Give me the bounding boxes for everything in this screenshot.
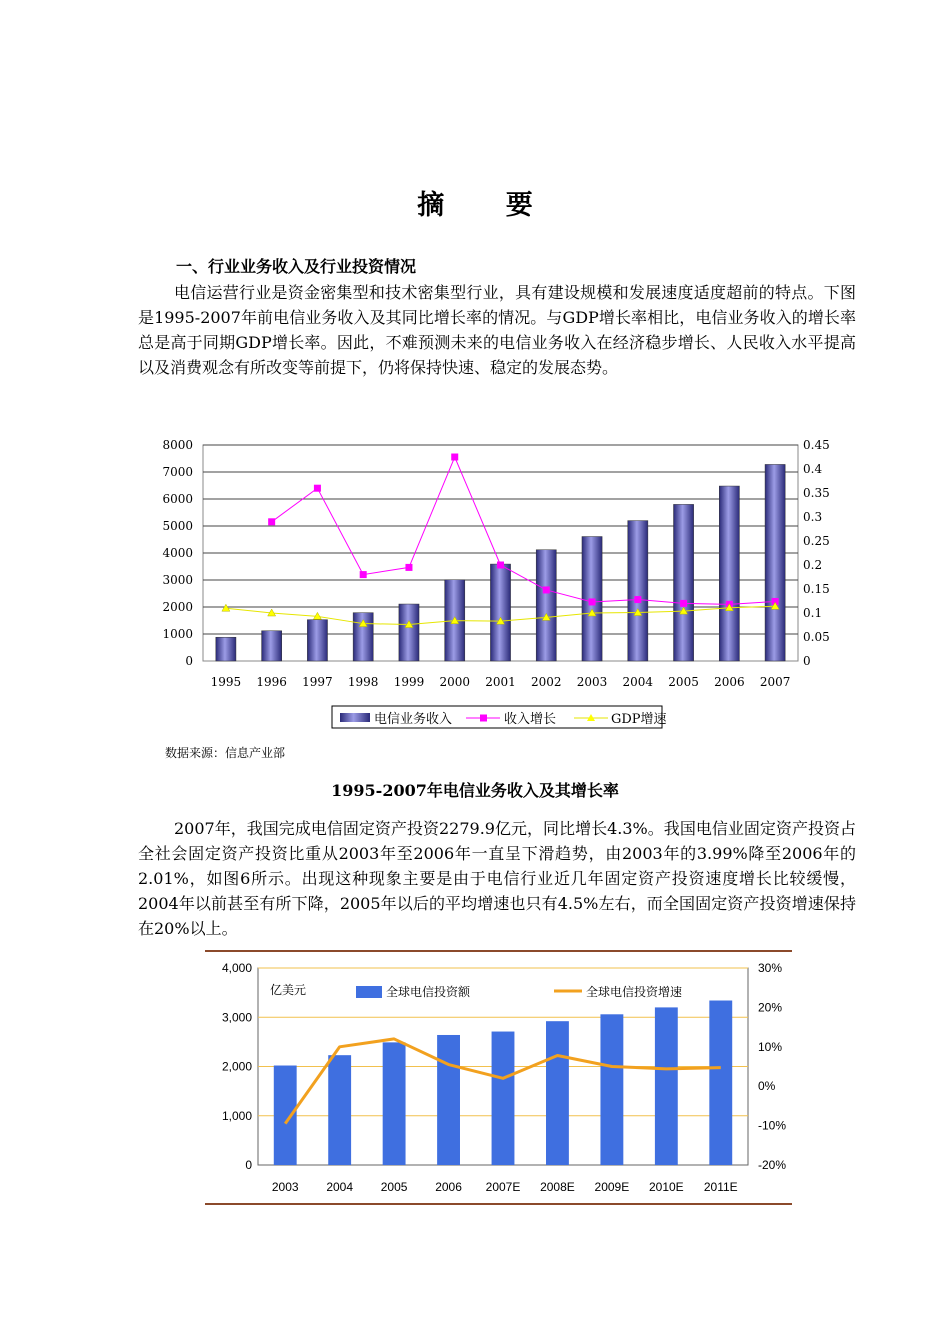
bar-revenue (490, 564, 510, 661)
bar-revenue (216, 637, 236, 661)
bar-revenue (674, 504, 694, 661)
x-tick-label: 2006 (435, 1180, 462, 1194)
y-left-tick-label: 3,000 (221, 1010, 252, 1025)
point-revenue-growth (405, 564, 412, 571)
y-right-tick-label: -10% (758, 1118, 787, 1133)
x-tick-label: 2011E (703, 1180, 738, 1194)
y-left-tick-label: 4,000 (221, 961, 252, 975)
y-right-tick-label: 0.2 (803, 558, 823, 572)
bar-investment (709, 1001, 732, 1165)
bar-investment (328, 1055, 351, 1165)
y-left-tick-label: 0 (245, 1158, 252, 1172)
bar-revenue (536, 550, 556, 661)
y-right-tick-label: 0% (758, 1079, 776, 1094)
point-revenue-growth (451, 454, 458, 461)
point-revenue-growth (543, 586, 550, 593)
point-revenue-growth (497, 562, 504, 569)
bar-revenue (719, 486, 739, 661)
x-tick-label: 2005 (668, 675, 699, 689)
y-left-tick-label: 8000 (162, 438, 193, 452)
x-tick-label: 2005 (380, 1180, 408, 1194)
paragraph-investment: 2007年，我国完成电信固定资产投资2279.9亿元，同比增长4.3%。我国电信业固定资产投资占全社会固定资产投资比重从2003年至2006年一直呈下滑趋势，由2003年的3.99%降至2006年的2.01%，如图6所示。出现这种现象主要是由于电信行业近几年固定资产投资速度增长比较缓慢，2004年以前甚至有所下降，2005年以后的平均增速也只有4.5%左右，而全国固定资产投资增速保持在20%以上。 (138, 819, 856, 938)
legend-label-growth: 收入增长 (504, 712, 557, 727)
y-right-tick-label: 0.35 (803, 486, 830, 500)
y-left-tick-label: 2000 (162, 600, 193, 614)
global-investment-chart (200, 948, 800, 1210)
point-revenue-growth (314, 485, 321, 492)
bar-revenue (399, 604, 419, 661)
bar-investment (655, 1007, 678, 1165)
section-heading: 一、行业业务收入及行业投资情况 (176, 257, 417, 276)
y-left-tick-label: 6000 (162, 492, 193, 506)
x-tick-label: 1999 (393, 675, 425, 689)
legend-label-investment-growth: 全球电信投资增速 (586, 985, 683, 999)
y-left-tick-label: 0 (185, 654, 193, 668)
y-left-tick-label: 5000 (162, 519, 193, 533)
x-tick-label: 2008E (540, 1180, 575, 1194)
y-left-tick-label: 1000 (162, 627, 193, 641)
bar-revenue (307, 620, 327, 661)
y-left-tick-label: 7000 (162, 465, 193, 479)
bar-investment (383, 1042, 406, 1165)
point-revenue-growth (360, 571, 367, 578)
bar-revenue (765, 464, 785, 661)
source-note: 数据来源：信息产业部 (165, 746, 286, 760)
point-revenue-growth (589, 598, 596, 605)
x-tick-label: 2007 (759, 675, 791, 689)
y-right-tick-label: 0.3 (803, 510, 823, 524)
legend-swatch-revenue (340, 713, 370, 722)
bar-investment (600, 1014, 623, 1165)
x-tick-label: 2004 (326, 1180, 354, 1194)
x-tick-label: 1996 (256, 675, 287, 689)
x-tick-label: 2007E (485, 1180, 521, 1194)
chart-caption: 1995-2007年电信业务收入及其增长率 (331, 781, 619, 800)
x-tick-label: 2001 (485, 675, 516, 689)
bar-investment (437, 1035, 460, 1165)
y-right-tick-label: 0.45 (803, 438, 830, 452)
point-revenue-growth (634, 596, 641, 603)
y-right-tick-label: 30% (758, 961, 783, 975)
x-tick-label: 1997 (302, 675, 333, 689)
bar-investment (546, 1021, 569, 1165)
x-tick-label: 2003 (576, 675, 608, 689)
y-right-tick-label: 0.25 (803, 534, 830, 548)
x-tick-label: 2002 (530, 675, 562, 689)
y-left-tick-label: 3000 (162, 573, 193, 587)
y-left-unit: 亿美元 (270, 983, 307, 997)
y-right-tick-label: 0.4 (803, 462, 823, 476)
y-right-tick-label: 0 (803, 654, 811, 668)
bar-investment (492, 1032, 515, 1165)
y-right-tick-label: 0.05 (803, 630, 830, 644)
y-right-tick-label: 10% (758, 1039, 783, 1054)
point-revenue-growth (680, 600, 687, 607)
bar-revenue (628, 521, 648, 661)
bar-revenue (262, 631, 282, 661)
legend-label-revenue: 电信业务收入 (374, 712, 453, 727)
paragraph-intro: 电信运营行业是资金密集型和技术密集型行业，具有建设规模和发展速度适度超前的特点。下图是1995-2007年前电信业务收入及其同比增长率的情况。与GDP增长率相比，电信业务收入的增长率总是高于同期GDP增长率。因此，不难预测未来的电信业务收入在经济稳步增长、人民收入水平提高以及消费观念有所改变等前提下，仍将保持快速、稳定的发展态势。 (138, 283, 856, 377)
legend-marker-growth (480, 715, 487, 722)
bar-investment (274, 1066, 297, 1165)
x-tick-label: 2006 (714, 675, 745, 689)
page-title: 摘 要 (417, 190, 559, 221)
legend-label-gdp: GDP增速 (611, 712, 667, 727)
x-tick-label: 2003 (271, 1180, 299, 1194)
y-right-tick-label: 0.15 (803, 582, 830, 596)
x-tick-label: 1995 (210, 675, 242, 689)
y-right-tick-label: -20% (758, 1158, 787, 1172)
y-left-tick-label: 1,000 (221, 1108, 252, 1123)
x-tick-label: 2004 (622, 675, 654, 689)
legend-swatch-investment (356, 986, 382, 998)
y-left-tick-label: 4000 (162, 546, 193, 560)
legend-label-investment: 全球电信投资额 (386, 985, 471, 999)
x-tick-label: 2010E (648, 1180, 684, 1194)
x-tick-label: 2009E (594, 1180, 630, 1194)
y-right-tick-label: 0.1 (803, 606, 823, 620)
y-left-tick-label: 2,000 (221, 1059, 252, 1074)
x-tick-label: 2000 (439, 675, 471, 689)
point-revenue-growth (268, 518, 275, 525)
y-right-tick-label: 20% (758, 1000, 783, 1015)
telecom-revenue-chart (150, 430, 830, 730)
x-tick-label: 1998 (347, 675, 379, 689)
